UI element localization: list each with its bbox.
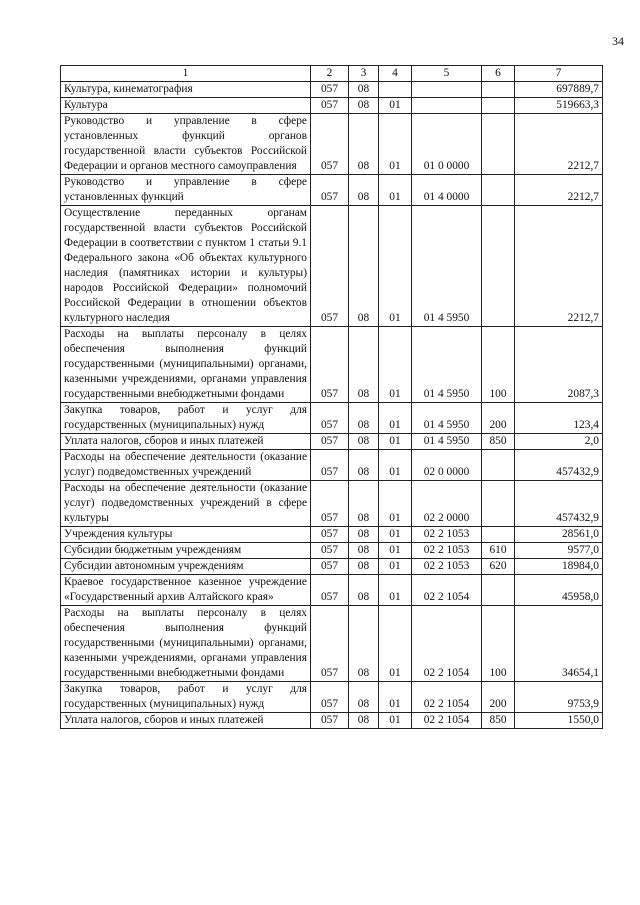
row-name-cell: Расходы на выплаты персоналу в целях обеспечения выполнения функций государственными (муниципальными) органами, казенными учреждениями, органами управления государственными внебюджетными фондами: [61, 327, 311, 403]
table-row: [61, 450, 603, 481]
row-expense-type-cell: [482, 575, 515, 606]
column-header-7: 7: [515, 66, 603, 82]
table-row: [61, 527, 603, 543]
row-gr-code-cell: 057: [311, 543, 349, 559]
row-section-cell: 08: [349, 543, 379, 559]
row-subsection-cell: 01: [379, 114, 412, 175]
row-subsection-cell: 01: [379, 559, 412, 575]
row-section-cell: 08: [349, 206, 379, 327]
row-subsection-cell: 01: [379, 450, 412, 481]
row-amount-cell: 2087,3: [515, 327, 603, 403]
row-gr-code-cell: 057: [311, 175, 349, 206]
row-name-cell: Культура: [61, 98, 311, 114]
table-row: [61, 98, 603, 114]
row-target-article-cell: [412, 82, 482, 98]
row-gr-code-cell: 057: [311, 713, 349, 729]
table-row: [61, 682, 603, 713]
row-target-article-cell: 01 4 5950: [412, 206, 482, 327]
row-name-cell: Закупка товаров, работ и услуг для государственных (муниципальных) нужд: [61, 682, 311, 713]
page-number: 34: [612, 34, 624, 48]
table-row: [61, 575, 603, 606]
row-target-article-cell: 02 2 0000: [412, 481, 482, 527]
row-section-cell: 08: [349, 434, 379, 450]
row-expense-type-cell: 850: [482, 434, 515, 450]
row-gr-code-cell: 057: [311, 527, 349, 543]
row-expense-type-cell: [482, 175, 515, 206]
row-amount-cell: 2212,7: [515, 206, 603, 327]
row-subsection-cell: [379, 82, 412, 98]
row-name-cell: Руководство и управление в сфере установленных функций органов государственной власти субъектов Российской Федерации и органов местного самоуправления: [61, 114, 311, 175]
row-subsection-cell: 01: [379, 403, 412, 434]
row-amount-cell: 18984,0: [515, 559, 603, 575]
row-name-cell: Расходы на обеспечение деятельности (оказание услуг) подведомственных учреждений: [61, 450, 311, 481]
row-amount-cell: 28561,0: [515, 527, 603, 543]
row-subsection-cell: 01: [379, 575, 412, 606]
table-row: [61, 403, 603, 434]
table-header-row: [61, 66, 603, 82]
table-body: [61, 82, 603, 729]
row-subsection-cell: 01: [379, 175, 412, 206]
table-row: [61, 206, 603, 327]
row-gr-code-cell: 057: [311, 682, 349, 713]
column-header-4: 4: [379, 66, 412, 82]
row-subsection-cell: 01: [379, 606, 412, 682]
row-expense-type-cell: 100: [482, 327, 515, 403]
row-gr-code-cell: 057: [311, 575, 349, 606]
row-amount-cell: 457432,9: [515, 481, 603, 527]
row-gr-code-cell: 057: [311, 206, 349, 327]
row-expense-type-cell: 610: [482, 543, 515, 559]
table-row: [61, 713, 603, 729]
row-subsection-cell: 01: [379, 98, 412, 114]
row-target-article-cell: 01 4 5950: [412, 327, 482, 403]
row-expense-type-cell: [482, 481, 515, 527]
row-name-cell: Субсидии автономным учреждениям: [61, 559, 311, 575]
row-subsection-cell: 01: [379, 713, 412, 729]
row-gr-code-cell: 057: [311, 606, 349, 682]
row-amount-cell: 697889,7: [515, 82, 603, 98]
row-gr-code-cell: 057: [311, 559, 349, 575]
row-amount-cell: 9577,0: [515, 543, 603, 559]
row-amount-cell: 457432,9: [515, 450, 603, 481]
row-name-cell: Закупка товаров, работ и услуг для государственных (муниципальных) нужд: [61, 403, 311, 434]
row-section-cell: 08: [349, 481, 379, 527]
row-gr-code-cell: 057: [311, 82, 349, 98]
row-expense-type-cell: [482, 98, 515, 114]
row-expense-type-cell: 620: [482, 559, 515, 575]
row-section-cell: 08: [349, 82, 379, 98]
row-amount-cell: 34654,1: [515, 606, 603, 682]
row-name-cell: Уплата налогов, сборов и иных платежей: [61, 434, 311, 450]
row-amount-cell: 2,0: [515, 434, 603, 450]
row-section-cell: 08: [349, 682, 379, 713]
row-amount-cell: 519663,3: [515, 98, 603, 114]
column-header-2: 2: [311, 66, 349, 82]
row-expense-type-cell: [482, 206, 515, 327]
row-target-article-cell: 02 2 1054: [412, 606, 482, 682]
table-row: [61, 543, 603, 559]
row-expense-type-cell: 100: [482, 606, 515, 682]
row-gr-code-cell: 057: [311, 403, 349, 434]
row-section-cell: 08: [349, 450, 379, 481]
row-name-cell: Культура, кинематография: [61, 82, 311, 98]
row-section-cell: 08: [349, 527, 379, 543]
row-subsection-cell: 01: [379, 327, 412, 403]
row-target-article-cell: 02 2 1054: [412, 713, 482, 729]
row-target-article-cell: 02 2 1053: [412, 543, 482, 559]
column-header-5: 5: [412, 66, 482, 82]
row-gr-code-cell: 057: [311, 481, 349, 527]
row-expense-type-cell: 850: [482, 713, 515, 729]
table-row: [61, 175, 603, 206]
table-row: [61, 327, 603, 403]
row-subsection-cell: 01: [379, 206, 412, 327]
row-target-article-cell: 01 4 5950: [412, 434, 482, 450]
row-name-cell: Учреждения культуры: [61, 527, 311, 543]
table-row: [61, 434, 603, 450]
row-expense-type-cell: [482, 114, 515, 175]
row-expense-type-cell: [482, 82, 515, 98]
table-row: [61, 481, 603, 527]
row-name-cell: Руководство и управление в сфере установленных функций: [61, 175, 311, 206]
row-name-cell: Субсидии бюджетным учреждениям: [61, 543, 311, 559]
row-gr-code-cell: 057: [311, 450, 349, 481]
column-header-3: 3: [349, 66, 379, 82]
column-header-6: 6: [482, 66, 515, 82]
row-amount-cell: 2212,7: [515, 175, 603, 206]
row-name-cell: Уплата налогов, сборов и иных платежей: [61, 713, 311, 729]
table-row: [61, 559, 603, 575]
row-section-cell: 08: [349, 606, 379, 682]
row-expense-type-cell: [482, 450, 515, 481]
row-subsection-cell: 01: [379, 682, 412, 713]
column-header-1: 1: [61, 66, 311, 82]
row-target-article-cell: 02 2 1053: [412, 527, 482, 543]
row-expense-type-cell: 200: [482, 682, 515, 713]
row-section-cell: 08: [349, 327, 379, 403]
row-section-cell: 08: [349, 403, 379, 434]
row-subsection-cell: 01: [379, 527, 412, 543]
row-section-cell: 08: [349, 575, 379, 606]
table-row: [61, 114, 603, 175]
row-target-article-cell: 01 4 0000: [412, 175, 482, 206]
row-section-cell: 08: [349, 98, 379, 114]
budget-table: [60, 65, 603, 729]
row-target-article-cell: 01 0 0000: [412, 114, 482, 175]
row-target-article-cell: 01 4 5950: [412, 403, 482, 434]
table-row: [61, 82, 603, 98]
row-subsection-cell: 01: [379, 543, 412, 559]
row-target-article-cell: [412, 98, 482, 114]
row-name-cell: Расходы на выплаты персоналу в целях обеспечения выполнения функций государственными (муниципальными) органами, казенными учреждениями, органами управления государственными внебюджетными фондами: [61, 606, 311, 682]
row-name-cell: Расходы на обеспечение деятельности (оказание услуг) подведомственных учреждений в сфере культуры: [61, 481, 311, 527]
row-target-article-cell: 02 2 1054: [412, 575, 482, 606]
row-subsection-cell: 01: [379, 434, 412, 450]
row-subsection-cell: 01: [379, 481, 412, 527]
row-amount-cell: 2212,7: [515, 114, 603, 175]
row-name-cell: Краевое государственное казенное учреждение «Государственный архив Алтайского края»: [61, 575, 311, 606]
row-expense-type-cell: 200: [482, 403, 515, 434]
row-expense-type-cell: [482, 527, 515, 543]
row-section-cell: 08: [349, 559, 379, 575]
row-gr-code-cell: 057: [311, 98, 349, 114]
row-amount-cell: 1550,0: [515, 713, 603, 729]
row-section-cell: 08: [349, 175, 379, 206]
row-amount-cell: 9753,9: [515, 682, 603, 713]
row-gr-code-cell: 057: [311, 327, 349, 403]
row-target-article-cell: 02 0 0000: [412, 450, 482, 481]
row-amount-cell: 45958,0: [515, 575, 603, 606]
row-name-cell: Осуществление переданных органам государственной власти субъектов Российской Федерации в соответствии с пунктом 1 статьи 9.1 Федерального закона «Об объектах культурного наследия (памятниках истории и культуры) народов Российской Федерации» полномочий Российской Федерации в отношении объектов культурного наследия: [61, 206, 311, 327]
row-target-article-cell: 02 2 1054: [412, 682, 482, 713]
row-section-cell: 08: [349, 713, 379, 729]
row-amount-cell: 123,4: [515, 403, 603, 434]
row-gr-code-cell: 057: [311, 434, 349, 450]
table-row: [61, 606, 603, 682]
row-target-article-cell: 02 2 1053: [412, 559, 482, 575]
row-section-cell: 08: [349, 114, 379, 175]
row-gr-code-cell: 057: [311, 114, 349, 175]
